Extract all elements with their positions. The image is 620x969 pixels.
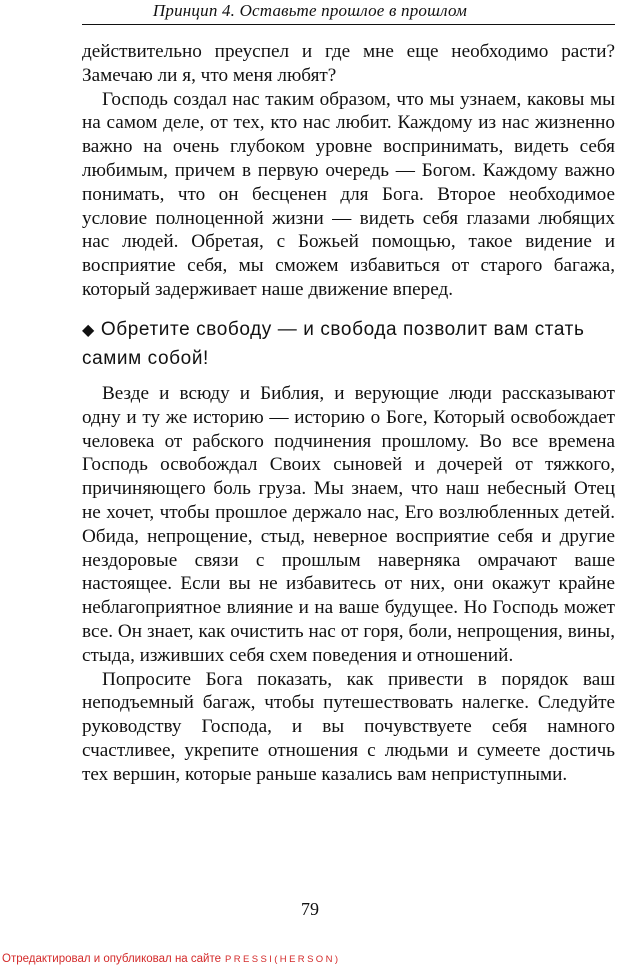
paragraph: Попросите Бога показать, как привести в порядок ваш неподъемный багаж, чтобы путешествовать налегке. Следуйте руководству Господа, и вы почувствуете себя намного счастливее, укрепите отношения с людьми и сумеете достичь тех вершин, которые раньше казались вам неприступными. xyxy=(82,668,615,785)
top-text-block xyxy=(82,40,615,302)
page-number: 79 xyxy=(301,899,319,919)
paragraph-continuation: действительно преуспел и где мне еще необходимо расти? Замечаю ли я, что меня любят? xyxy=(82,41,615,86)
footer-site: PRESSI(HERSON) xyxy=(225,954,341,965)
bottom-text-block xyxy=(82,382,615,787)
paragraph: Господь создал нас таким образом, что мы узнаем, каковы мы на самом деле, от тех, кто нас любит. Каждому из нас жизненно важно на очень глубоком уровне воспринимать, видеть себя любимым, причем в первую очередь — Богом. Каждому важно понимать, что он бесценен для Бога. Второе необходимое условие полноценной жизни — видеть себя глазами любящих нас людей. Обретая, с Божьей помощью, такое видение и восприятие себя, мы сможем избавиться от старого багажа, который задерживает наше движение вперед. xyxy=(82,88,615,300)
section-heading xyxy=(82,316,615,373)
paragraph: Везде и всюду и Библия, и верующие люди рассказывают одну и ту же историю — историю о Боге, Который освобождает человека от рабского подчинения прошлому. Во все времена Господь освобождал Своих сыновей и дочерей от тяжкого, причиняющего боль груза. Мы знаем, что наш небесный Отец не хочет, чтобы прошлое держало нас, Его возлюбленных детей. Обида, непрощение, стыд, неверное восприятие себя и другие нездоровые связи с прошлым наверняка омрачают ваше настоящее. Если вы не избавитесь от них, они окажут крайне неблагоприятное влияние и на ваше будущее. Но Господь может все. Он знает, как очистить нас от горя, боли, непрощения, вины, стыда, изживших себя схем поведения и отношений. xyxy=(82,383,615,666)
section-heading-text: Обретите свободу — и свобода позволит вам стать самим собой! xyxy=(82,319,585,369)
header-rule xyxy=(82,24,615,25)
footer-note xyxy=(2,952,340,967)
running-head: Принцип 4. Оставьте прошлое в прошлом xyxy=(152,1,468,20)
diamond-bullet-icon: ◆ xyxy=(82,322,95,339)
footer-text: Отредактировал и опубликовал на сайте xyxy=(2,953,221,965)
